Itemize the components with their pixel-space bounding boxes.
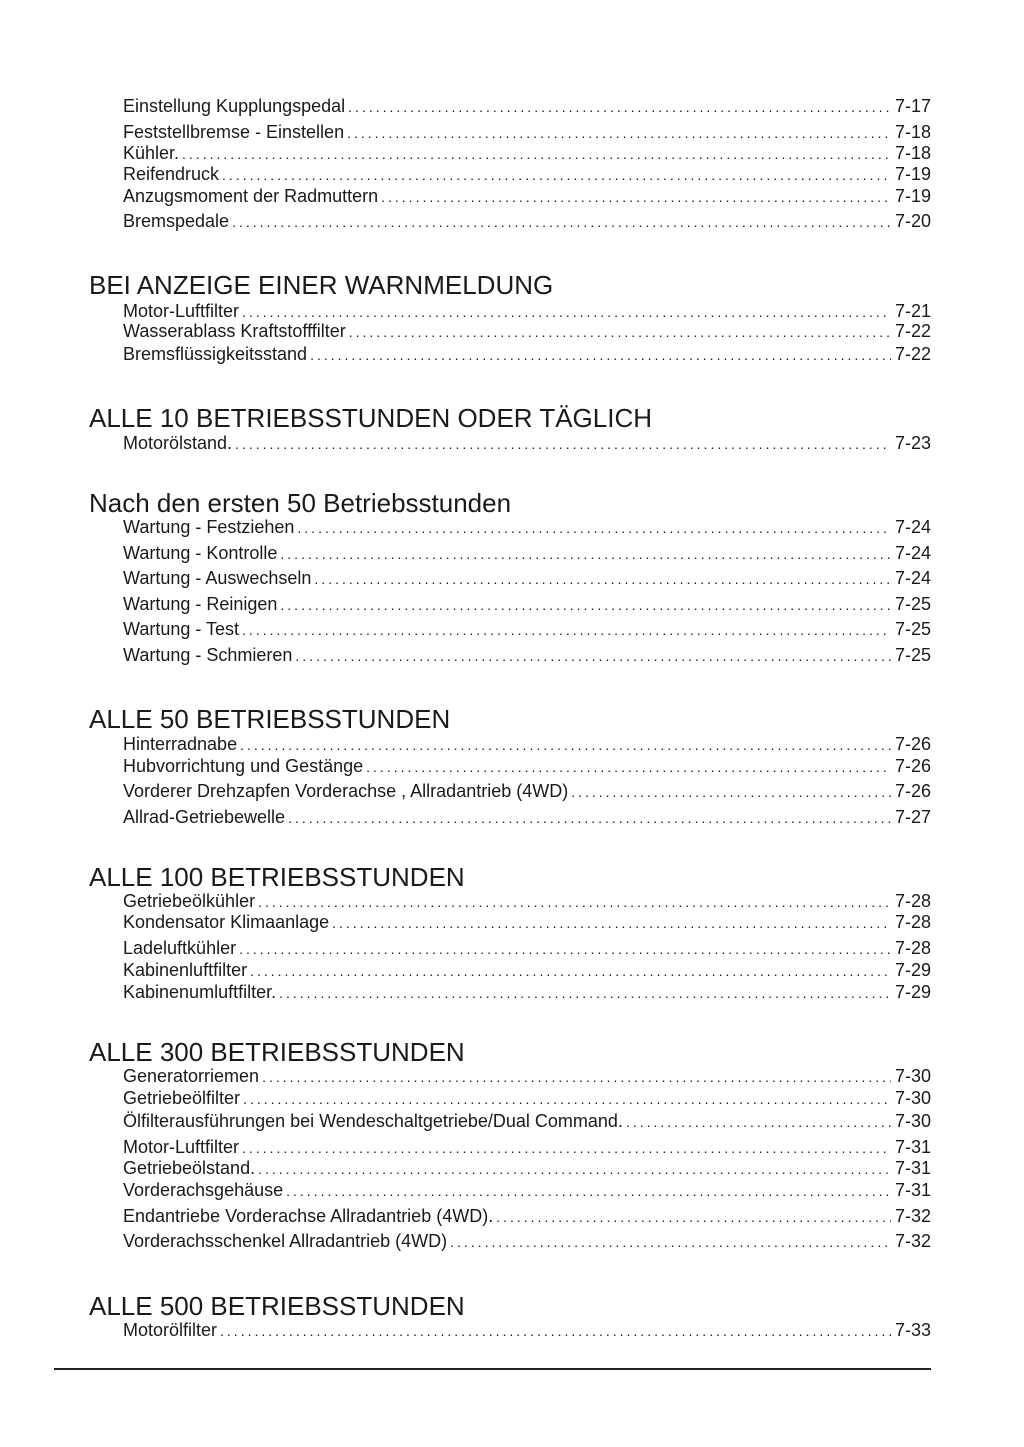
toc-entry-label: Hinterradnabe bbox=[123, 734, 238, 754]
toc-entry-label: Wartung - Auswechseln bbox=[123, 568, 312, 588]
dot-leader bbox=[310, 344, 891, 366]
toc-entry-page: 7-19 bbox=[894, 164, 931, 184]
toc-entry-page: 7-29 bbox=[894, 960, 931, 980]
dot-leader bbox=[280, 543, 891, 565]
toc-entry-page: 7-20 bbox=[894, 211, 931, 231]
toc-entry-label: Kabinenumluftfilter. bbox=[123, 982, 277, 1002]
toc-entry[interactable] bbox=[123, 780, 931, 803]
dot-leader bbox=[220, 1320, 891, 1342]
section-heading: ALLE 50 BETRIEBSSTUNDEN bbox=[89, 704, 451, 734]
dot-leader bbox=[349, 321, 891, 343]
toc-entry-page: 7-30 bbox=[894, 1066, 931, 1086]
dot-leader bbox=[496, 1206, 891, 1228]
dot-leader bbox=[250, 960, 891, 982]
dot-leader bbox=[571, 781, 891, 803]
toc-entry-page: 7-31 bbox=[894, 1137, 931, 1157]
toc-entry-page: 7-21 bbox=[894, 301, 931, 321]
toc-entry-page: 7-24 bbox=[894, 543, 931, 563]
dot-leader bbox=[314, 568, 891, 590]
toc-entry[interactable] bbox=[123, 733, 931, 756]
toc-entry[interactable] bbox=[123, 1065, 931, 1088]
toc-entry-page: 7-28 bbox=[894, 891, 931, 911]
toc-entry-page: 7-30 bbox=[894, 1088, 931, 1108]
toc-entry-label: Bremsflüssigkeitsstand bbox=[123, 344, 308, 364]
dot-leader bbox=[366, 756, 891, 778]
dot-leader bbox=[347, 122, 891, 144]
section-heading: Nach den ersten 50 Betriebsstunden bbox=[89, 488, 512, 518]
toc-entry[interactable] bbox=[123, 142, 931, 165]
dot-leader bbox=[297, 517, 891, 539]
toc-entry-label: Hubvorrichtung und Gestänge bbox=[123, 756, 364, 776]
toc-entry[interactable] bbox=[123, 959, 931, 982]
dot-leader bbox=[288, 807, 891, 829]
toc-entry-label: Wartung - Kontrolle bbox=[123, 543, 278, 563]
toc-entry[interactable] bbox=[123, 593, 931, 616]
toc-entry-label: Getriebeölfilter bbox=[123, 1088, 241, 1108]
toc-entry[interactable] bbox=[123, 432, 931, 455]
dot-leader bbox=[258, 891, 891, 913]
toc-entry-page: 7-32 bbox=[894, 1206, 931, 1226]
toc-entry-label: Wasserablass Kraftstofffilter bbox=[123, 321, 346, 341]
toc-entry-label: Getriebeölkühler bbox=[123, 891, 256, 911]
dot-leader bbox=[239, 938, 891, 960]
toc-entry[interactable] bbox=[123, 1087, 931, 1110]
section-heading: ALLE 300 BETRIEBSSTUNDEN bbox=[89, 1037, 465, 1067]
dot-leader bbox=[348, 96, 891, 118]
toc-entry[interactable] bbox=[123, 755, 931, 778]
toc-entry-page: 7-26 bbox=[894, 756, 931, 776]
toc-entry-page: 7-24 bbox=[894, 568, 931, 588]
toc-entry-label: Motorölfilter bbox=[123, 1320, 218, 1340]
toc-entry[interactable] bbox=[123, 937, 931, 960]
toc-entry-label: Endantriebe Vorderachse Allradantrieb (4WD). bbox=[123, 1206, 494, 1226]
toc-entry-label: Generatorriemen bbox=[123, 1066, 260, 1086]
toc-entry-page: 7-22 bbox=[894, 321, 931, 341]
dot-leader bbox=[258, 1158, 891, 1180]
toc-entry-page: 7-26 bbox=[894, 734, 931, 754]
dot-leader bbox=[279, 982, 891, 1004]
dot-leader bbox=[240, 734, 891, 756]
toc-entry[interactable] bbox=[123, 95, 931, 118]
toc-entry[interactable] bbox=[123, 911, 931, 934]
dot-leader bbox=[295, 645, 891, 667]
toc-entry-page: 7-22 bbox=[894, 344, 931, 364]
toc-entry[interactable] bbox=[123, 121, 931, 144]
toc-entry[interactable] bbox=[123, 185, 931, 208]
section-heading: BEI ANZEIGE EINER WARNMELDUNG bbox=[89, 270, 554, 300]
dot-leader bbox=[243, 1088, 891, 1110]
toc-entry-page: 7-25 bbox=[894, 619, 931, 639]
footer-rule bbox=[54, 1368, 931, 1370]
toc-entry-label: Wartung - Schmieren bbox=[123, 645, 293, 665]
toc-entry-label: Bremspedale bbox=[123, 211, 230, 231]
toc-entry[interactable] bbox=[123, 618, 931, 641]
toc-entry-label: Wartung - Test bbox=[123, 619, 240, 639]
toc-entry-label: Kondensator Klimaanlage bbox=[123, 912, 330, 932]
dot-leader bbox=[242, 1137, 891, 1159]
toc-entry[interactable] bbox=[123, 1136, 931, 1159]
dot-leader bbox=[280, 594, 891, 616]
dot-leader bbox=[626, 1111, 891, 1133]
section-heading: ALLE 10 BETRIEBSSTUNDEN ODER TÄGLICH bbox=[89, 403, 653, 433]
toc-entry[interactable] bbox=[123, 320, 931, 343]
dot-leader bbox=[235, 433, 891, 455]
dot-leader bbox=[332, 912, 891, 934]
toc-entry-label: Vorderer Drehzapfen Vorderachse , Allradantrieb (4WD) bbox=[123, 781, 569, 801]
toc-entry-label: Vorderachsgehäuse bbox=[123, 1180, 284, 1200]
dot-leader bbox=[286, 1180, 891, 1202]
toc-entry-page: 7-24 bbox=[894, 517, 931, 537]
toc-entry-label: Einstellung Kupplungspedal bbox=[123, 96, 346, 116]
toc-entry-page: 7-31 bbox=[894, 1158, 931, 1178]
dot-leader bbox=[262, 1066, 891, 1088]
toc-entry[interactable] bbox=[123, 1157, 931, 1180]
toc-entry[interactable] bbox=[123, 343, 931, 366]
toc-entry-label: Wartung - Festziehen bbox=[123, 517, 295, 537]
dot-leader bbox=[232, 211, 891, 233]
toc-entry-label: Kühler. bbox=[123, 143, 180, 163]
toc-entry[interactable] bbox=[123, 516, 931, 539]
toc-entry[interactable] bbox=[123, 163, 931, 186]
toc-entry-page: 7-18 bbox=[894, 143, 931, 163]
toc-entry[interactable] bbox=[123, 1179, 931, 1202]
toc-entry-page: 7-25 bbox=[894, 594, 931, 614]
toc-entry-label: Motorölstand. bbox=[123, 433, 233, 453]
toc-entry-label: Ladeluftkühler bbox=[123, 938, 237, 958]
toc-entry-page: 7-28 bbox=[894, 938, 931, 958]
toc-entry-page: 7-19 bbox=[894, 186, 931, 206]
toc-entry-page: 7-23 bbox=[894, 433, 931, 453]
toc-entry-page: 7-33 bbox=[894, 1320, 931, 1340]
dot-leader bbox=[381, 186, 891, 208]
toc-entry[interactable] bbox=[123, 1110, 931, 1133]
toc-entry[interactable] bbox=[123, 210, 931, 233]
toc-entry[interactable] bbox=[123, 542, 931, 565]
toc-entry-page: 7-29 bbox=[894, 982, 931, 1002]
toc-entry-page: 7-31 bbox=[894, 1180, 931, 1200]
toc-entry-label: Allrad-Getriebewelle bbox=[123, 807, 286, 827]
section-heading: ALLE 500 BETRIEBSSTUNDEN bbox=[89, 1291, 465, 1321]
toc-entry-page: 7-30 bbox=[894, 1111, 931, 1131]
section-heading: ALLE 100 BETRIEBSSTUNDEN bbox=[89, 862, 465, 892]
toc-entry-label: Wartung - Reinigen bbox=[123, 594, 278, 614]
toc-entry[interactable] bbox=[123, 1319, 931, 1342]
toc-entry-page: 7-17 bbox=[894, 96, 931, 116]
toc-entry[interactable] bbox=[123, 981, 931, 1004]
toc-entry-label: Feststellbremse - Einstellen bbox=[123, 122, 345, 142]
dot-leader bbox=[242, 619, 891, 641]
toc-entry-label: Motor-Luftfilter bbox=[123, 301, 240, 321]
toc-entry-page: 7-32 bbox=[894, 1231, 931, 1251]
toc-entry[interactable] bbox=[123, 567, 931, 590]
toc-entry-label: Motor-Luftfilter bbox=[123, 1137, 240, 1157]
toc-entry-page: 7-27 bbox=[894, 807, 931, 827]
toc-entry[interactable] bbox=[123, 644, 931, 667]
toc-entry-page: 7-26 bbox=[894, 781, 931, 801]
toc-entry-label: Getriebeölstand. bbox=[123, 1158, 256, 1178]
dot-leader bbox=[222, 164, 891, 186]
toc-entry[interactable] bbox=[123, 806, 931, 829]
toc-entry-label: Vorderachsschenkel Allradantrieb (4WD) bbox=[123, 1231, 448, 1251]
toc-entry[interactable] bbox=[123, 1230, 931, 1253]
toc-entry[interactable] bbox=[123, 1205, 931, 1228]
toc-entry-label: Ölfilterausführungen bei Wendeschaltgetriebe/Dual Command. bbox=[123, 1111, 623, 1131]
dot-leader bbox=[450, 1231, 891, 1253]
toc-entry-label: Anzugsmoment der Radmuttern bbox=[123, 186, 379, 206]
toc-entry-page: 7-25 bbox=[894, 645, 931, 665]
dot-leader bbox=[182, 143, 891, 165]
toc-entry-label: Kabinenluftfilter bbox=[123, 960, 248, 980]
toc-entry-page: 7-18 bbox=[894, 122, 931, 142]
toc-entry-page: 7-28 bbox=[894, 912, 931, 932]
toc-entry-label: Reifendruck bbox=[123, 164, 220, 184]
toc-entry[interactable] bbox=[123, 890, 931, 913]
